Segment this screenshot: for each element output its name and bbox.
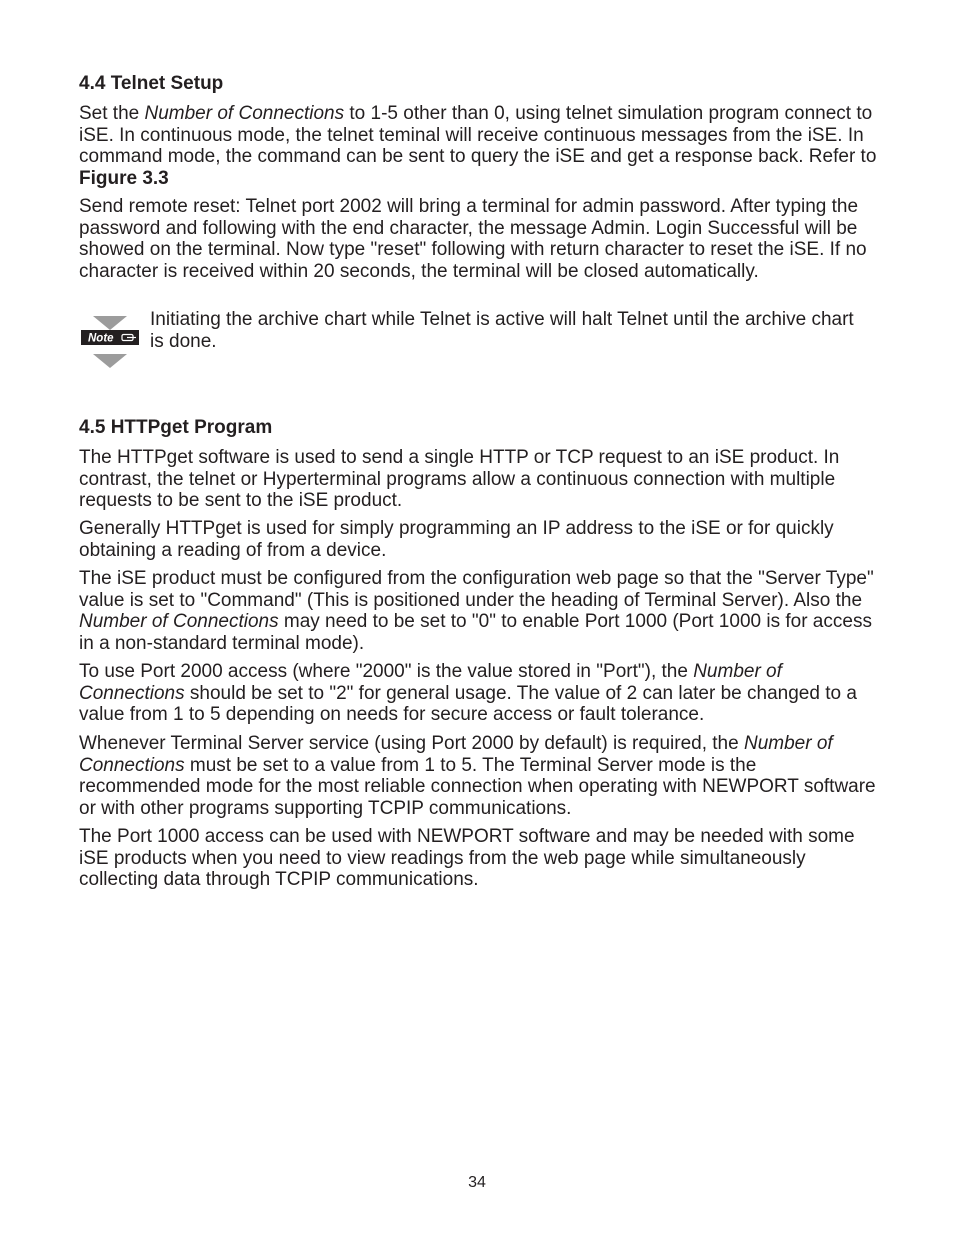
- httpget-paragraph-4: [79, 661, 879, 726]
- telnet-p1-text-c: to 1-5 other than 0, using telnet simulation program connect to iSE. In continuous mode, the telnet teminal will receive continuous messages from the iSE. In command mode, the command can be sent to query the iSE and get a response back. Refer to: [79, 103, 877, 167]
- note-text: Initiating the archive chart while Telnet is active will halt Telnet until the archive chart is done.: [150, 309, 854, 352]
- httpget-p4-text-a: To use Port 2000 access (where "2000" is the value stored in "Port"), the: [79, 661, 694, 682]
- httpget-paragraph-5: [79, 733, 879, 819]
- httpget-p5-text-a: Whenever Terminal Server service (using Port 2000 by default) is required, the: [79, 733, 744, 754]
- httpget-p3-text-c: may need to be set to "0" to enable Port 1000 (Port 1000 is for access in a non-standard terminal mode).: [79, 611, 872, 654]
- httpget-p3-emphasis: Number of Connections: [79, 611, 279, 632]
- httpget-p3-text-a: The iSE product must be configured from the configuration web page so that the "Server Type" value is set to "Command" (This is positioned under the heading of Terminal Server). Also the: [79, 568, 874, 611]
- telnet-p1-emphasis: Number of Connections: [144, 103, 345, 124]
- telnet-paragraph-2: Send remote reset: Telnet port 2002 will bring a terminal for admin password. After typing the password and following with the end character, the message Admin. Login Successful will be showed on the terminal. Now type "reset" following with return character to reset the iSE. If no character is received within 20 seconds, the terminal will be closed automatically.: [79, 196, 867, 282]
- section-heading-telnet-setup: 4.4 Telnet Setup: [79, 73, 224, 94]
- note-icon-label: Note: [88, 332, 114, 345]
- telnet-paragraph-1: [79, 103, 879, 189]
- httpget-p5-emphasis: Number of Connections: [79, 733, 833, 776]
- httpget-paragraph-6: The Port 1000 access can be used with NEWPORT software and may be needed with some iSE products when you need to view readings from the web page while simultaneously collecting data through TCPIP communications.: [79, 826, 855, 890]
- httpget-p4-text-c: should be set to "2" for general usage. The value of 2 can later be changed to a value from 1 to 5 depending on needs for secure access or fault tolerance.: [79, 682, 857, 725]
- httpget-p4-emphasis: Number of Connections: [79, 661, 782, 704]
- httpget-paragraph-3: [79, 568, 879, 654]
- httpget-paragraph-1: The HTTPget software is used to send a single HTTP or TCP request to an iSE product. In contrast, the telnet or Hyperterminal programs allow a continuous connection with multiple requests to be sent to the iSE product.: [79, 447, 840, 511]
- httpget-p5-text-c: must be set to a value from 1 to 5. The Terminal Server mode is the recommended mode for the most reliable connection when operating with NEWPORT software or with other programs supporting TCPIP communications.: [79, 754, 876, 819]
- section-heading-httpget-program: 4.5 HTTPget Program: [79, 417, 273, 438]
- httpget-paragraph-2: Generally HTTPget is used for simply programming an IP address to the iSE or for quickly obtaining a reading of from a device.: [79, 518, 834, 561]
- note-icon: [81, 316, 139, 368]
- figure-reference: Figure 3.3: [79, 167, 169, 189]
- page-number: 34: [468, 1174, 486, 1191]
- telnet-p1-text-a: Set the: [79, 103, 145, 124]
